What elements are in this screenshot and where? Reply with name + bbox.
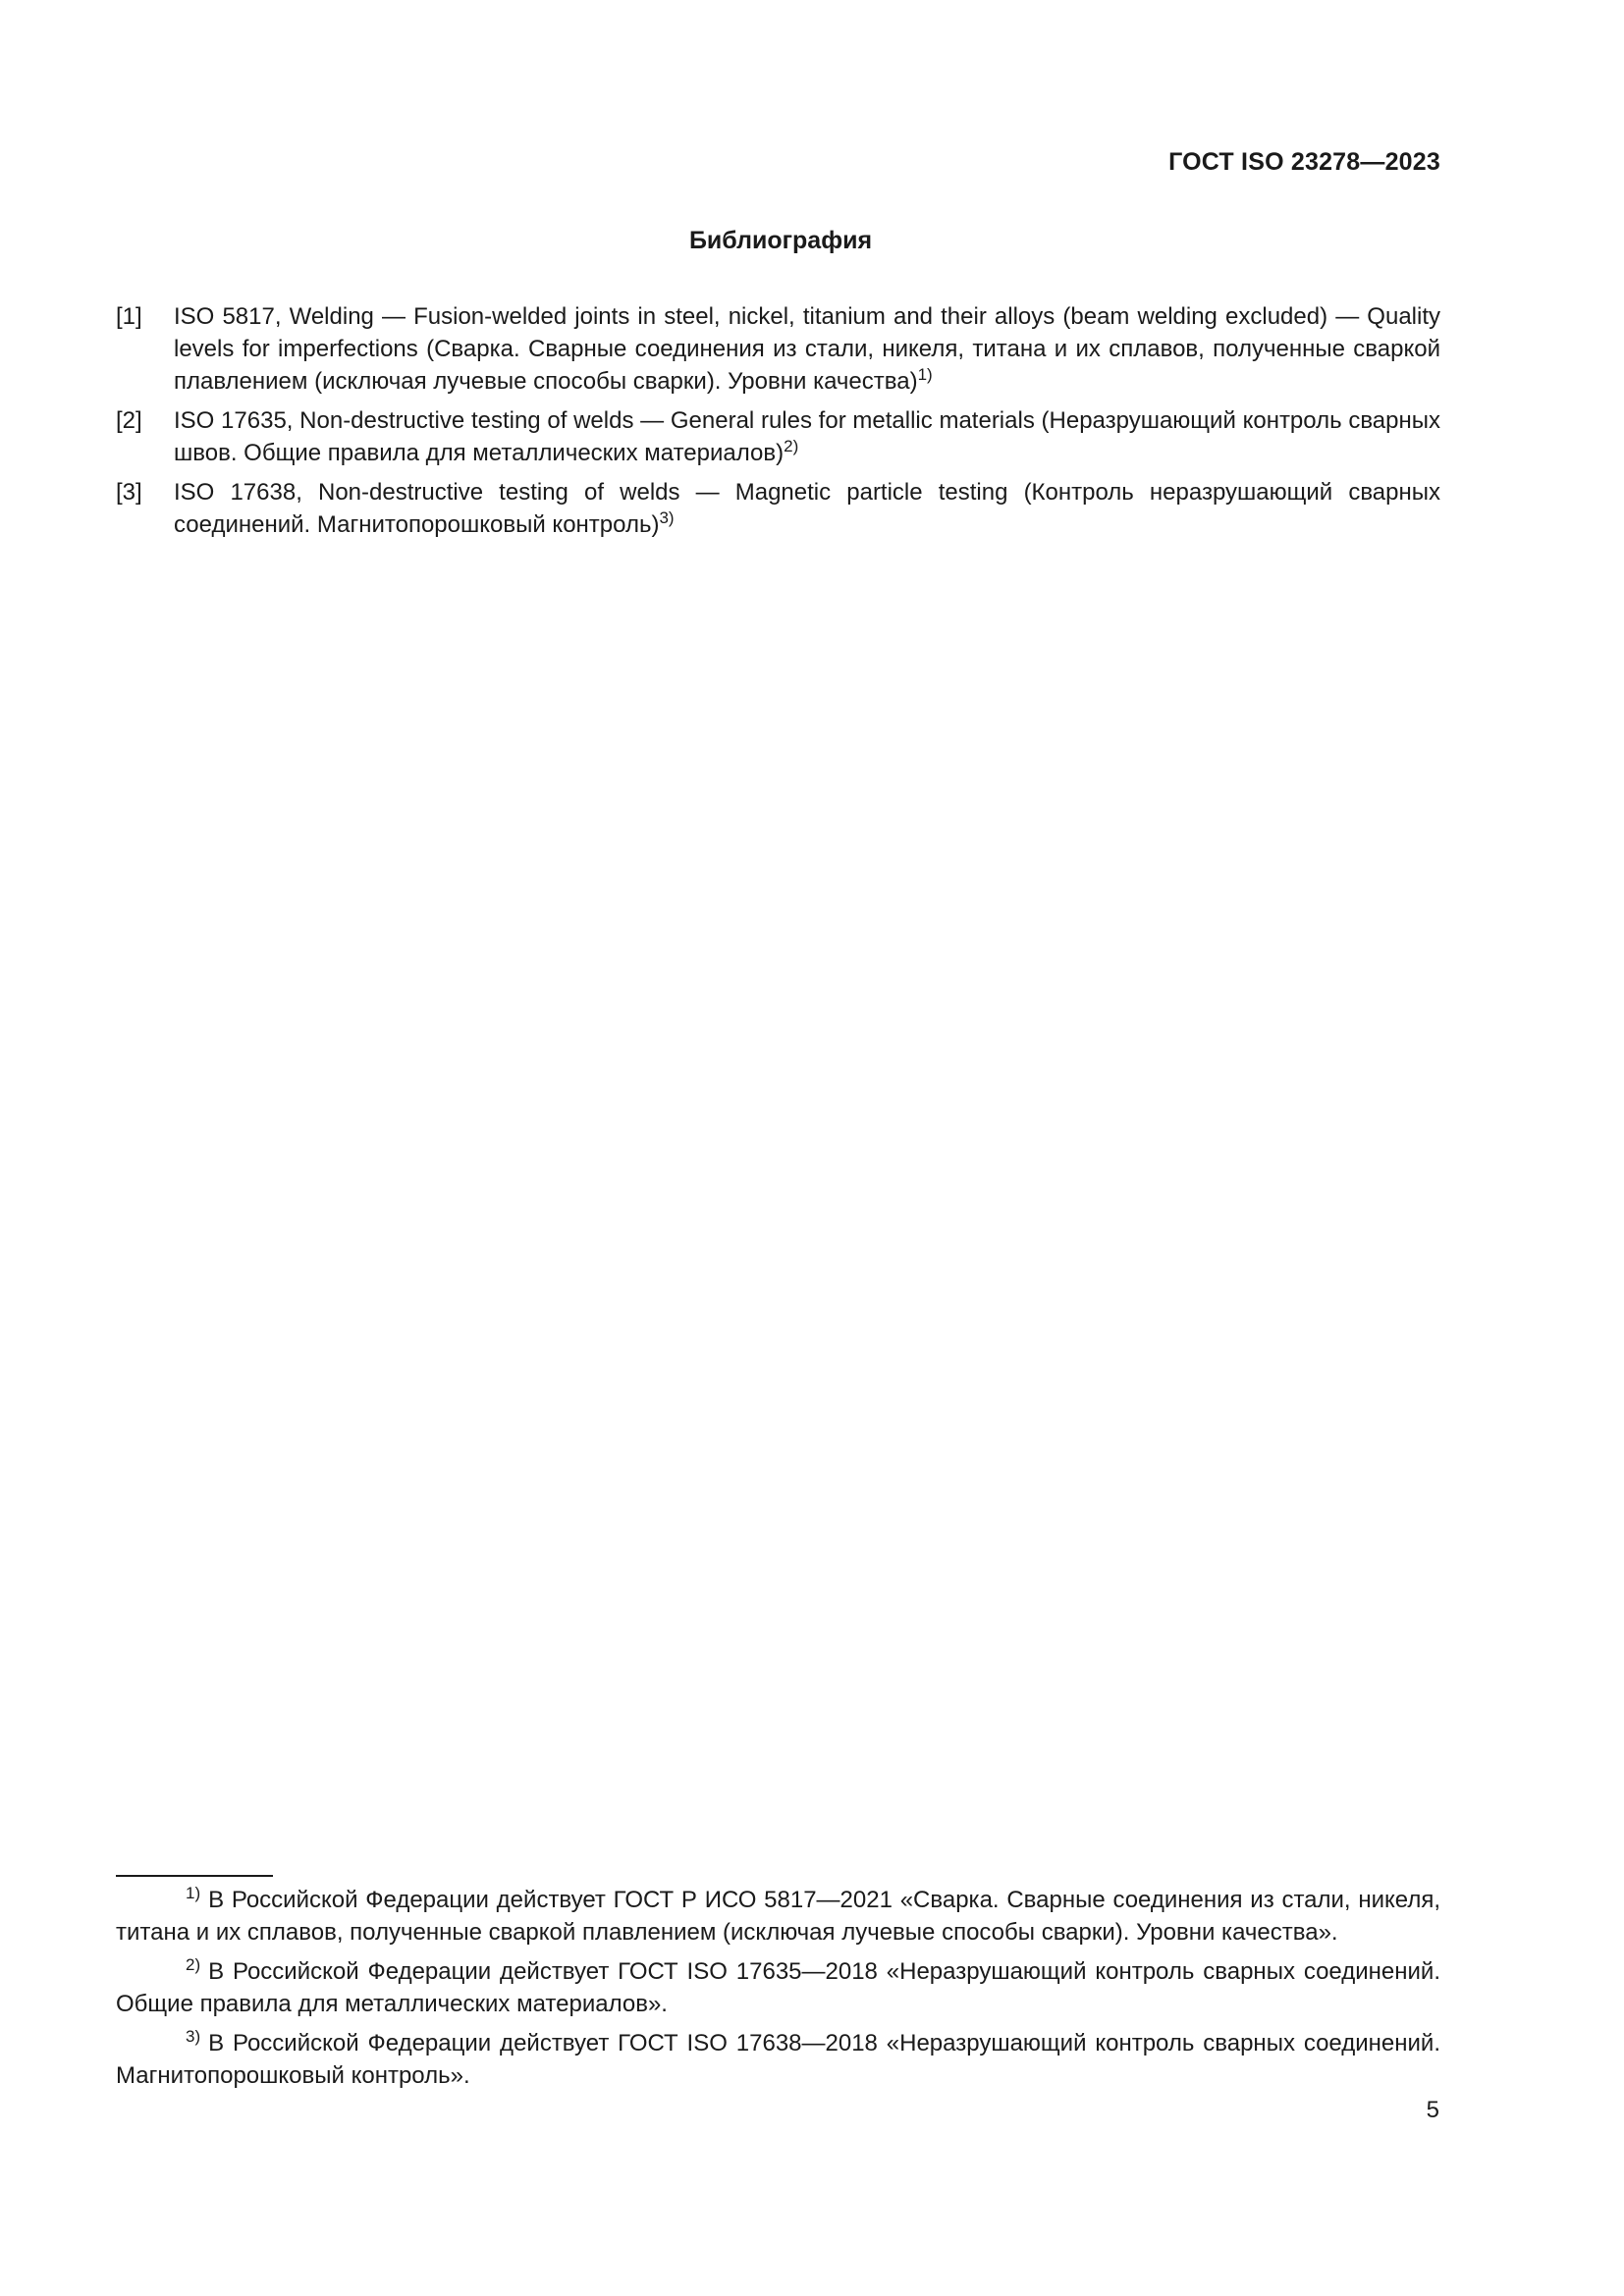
footnote-list bbox=[116, 1884, 1440, 2099]
reference-item bbox=[116, 404, 1440, 469]
footnote-mark: 3) bbox=[186, 2027, 201, 2046]
reference-item bbox=[116, 300, 1440, 398]
page-number: 5 bbox=[1426, 2097, 1439, 2123]
reference-list bbox=[116, 300, 1440, 548]
footnote-reference-mark: 3) bbox=[659, 508, 675, 527]
reference-text: ISO 17635, Non-destructive testing of welds — General rules for metallic materials (Неразрушающий контроль сварных швов. Общие правила для металлических материалов) bbox=[174, 407, 1440, 466]
footnote-mark: 1) bbox=[186, 1884, 201, 1902]
bibliography-title: Библиография bbox=[688, 227, 873, 254]
footnote-separator bbox=[116, 1875, 273, 1877]
reference-number: [1] bbox=[116, 303, 142, 330]
footnote-reference-mark: 2) bbox=[784, 437, 799, 455]
reference-number: [2] bbox=[116, 407, 142, 434]
footnote-mark: 2) bbox=[186, 1955, 201, 1974]
footnote-reference-mark: 1) bbox=[917, 365, 933, 384]
footnote-item bbox=[116, 2027, 1440, 2092]
reference-text: ISO 5817, Welding — Fusion-welded joints in steel, nickel, titanium and their alloys (beam welding excluded) — Quality levels for imperfections (Сварка. Сварные соединения из стали, никеля, титана и их сплавов, полученные сваркой плавлением (исключая лучевые способы сварки). Уровни качества) bbox=[174, 303, 1440, 395]
footnote-text: В Российской Федерации действует ГОСТ ISO 17635—2018 «Неразрушающий контроль сварных соединений. Общие правила для металлических материалов». bbox=[116, 1958, 1440, 2017]
reference-text: ISO 17638, Non-destructive testing of welds — Magnetic particle testing (Контроль неразрушающий сварных соединений. Магнитопорошковый контроль) bbox=[174, 479, 1440, 538]
footnote-text: В Российской Федерации действует ГОСТ Р ИСО 5817—2021 «Сварка. Сварные соединения из стали, никеля, титана и их сплавов, полученные сваркой плавлением (исключая лучевые способы сварки). Уровни качества». bbox=[116, 1887, 1440, 1946]
footnote-text: В Российской Федерации действует ГОСТ ISO 17638—2018 «Неразрушающий контроль сварных соединений. Магнитопорошковый контроль». bbox=[116, 2030, 1440, 2089]
reference-item bbox=[116, 476, 1440, 541]
footnote-item bbox=[116, 1955, 1440, 2020]
document-code-header: ГОСТ ISO 23278—2023 bbox=[1168, 148, 1440, 176]
reference-number: [3] bbox=[116, 479, 142, 506]
footnote-item bbox=[116, 1884, 1440, 1949]
